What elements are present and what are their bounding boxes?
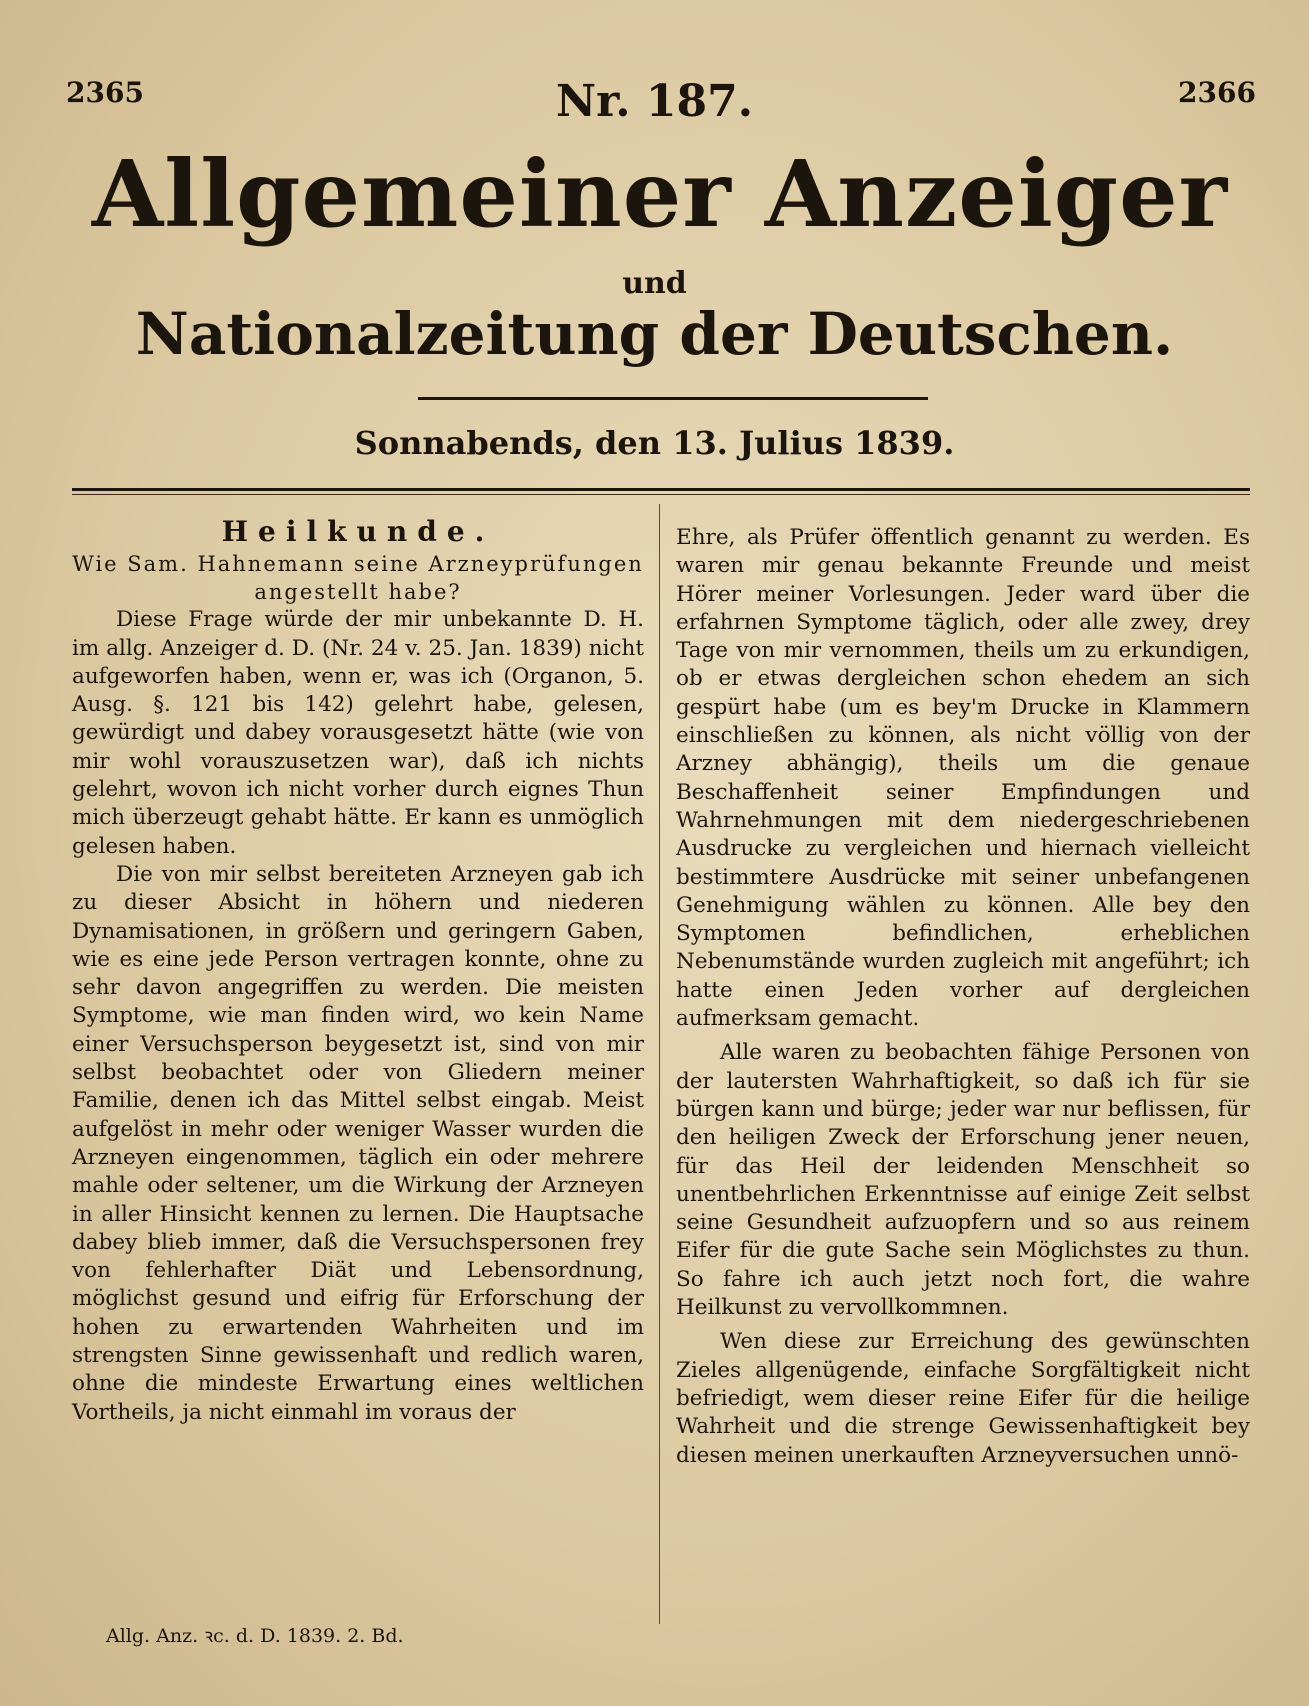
- left-column: [72, 515, 644, 1427]
- masthead-rule: [418, 397, 928, 400]
- section-heading: Heilkunde.: [221, 515, 495, 548]
- header-divider-thin: [72, 494, 1250, 495]
- footer-signature: Allg. Anz. ꝛc. d. D. 1839. 2. Bd.: [106, 1625, 404, 1647]
- article-paragraph: Diese Frage würde der mir unbekannte D. H. im allg. Anzeiger d. D. (Nr. 24 v. 25. Jan. 1839) nicht aufgeworfen haben, wenn er, was ich (Organon, 5. Ausg. §. 121 bis 142) gelehrt habe, gelesen, gewürdigt und dabey vorausgesetzt hätte (wie von mir wohl vorauszusetzen war), daß ich nichts gelehrt, wovon ich nicht vorher durch eignes Thun mich überzeugt gehabt hätte. Er kann es unmöglich gelesen haben.: [72, 607, 644, 859]
- article-question: Wie Sam. Hahnemann seine Arzneyprüfungen angestellt habe?: [72, 552, 644, 605]
- header-divider: [72, 488, 1250, 491]
- page-number-left: 2365: [66, 76, 144, 109]
- masthead-subtitle: Nationalzeitung der Deutschen.: [135, 300, 1174, 368]
- article-paragraph: Ehre, als Prüfer öffentlich genannt zu werden. Es waren mir genau bekannte Freunde und meist Hörer meiner Vorlesungen. Jeder ward über die erfahrnen Symptome täglich, oder alle zwey, drey Tage von mir vernommen, theils um zu erkundigen, ob er etwas dergleichen schon ehedem an sich gespürt habe (um es bey'm Drucke in Klammern einschließen zu können, als nicht völlig von der Arzney abhängig), theils um die genaue Beschaffenheit seiner Empfindungen und Wahrnehmungen mit dem niedergeschriebenen Ausdrucke zu vergleichen und hiernach vielleicht bestimmtere Ausdrücke mit seiner unbefangenen Genehmigung wählen zu können. Alle bey den Symptomen befindlichen, erheblichen Nebenumstände wurden zugleich mit angeführt; ich hatte einen Jeden vorher auf dergleichen aufmerksam gemacht.: [676, 525, 1250, 1032]
- article-paragraph: Wen diese zur Erreichung des gewünschten Zieles allgenügende, einfache Sorgfältigkeit nicht befriedigt, wem dieser reine Eifer für die heilige Wahrheit und die strenge Gewissenhaftigkeit bey diesen meinen unerkauften Arzneyversuchen unnö-: [676, 1329, 1250, 1468]
- page-number-right: 2366: [1178, 76, 1256, 109]
- right-column: [676, 524, 1250, 1470]
- dateline: Sonnabends, den 13. Julius 1839.: [354, 424, 955, 462]
- masthead-title: Allgemeiner Anzeiger: [91, 140, 1229, 248]
- masthead-conjunction: und: [622, 266, 687, 301]
- article-paragraph: Die von mir selbst bereiteten Arzneyen gab ich zu dieser Absicht in höhern und niederen Dynamisationen, in größern und geringern Gaben, wie es eine jede Person vertragen konnte, ohne zu sehr davon angegriffen zu werden. Die meisten Symptome, wie man finden wird, wo kein Name einer Versuchsperson beygesetzt ist, sind von mir selbst beobachtet oder von Gliedern meiner Familie, denen ich das Mittel selbst eingab. Meist aufgelöst in mehr oder weniger Wasser wurden die Arzneyen eingenommen, täglich ein oder mehrere mahle oder seltener, um die Wirkung der Arzneyen in aller Hinsicht kennen zu lernen. Die Hauptsache dabey blieb immer, daß die Versuchspersonen frey von fehlerhafter Diät und Lebensordnung, möglichst gesund und eifrig für Erforschung der hohen zu erwartenden Wahrheiten und im strengsten Sinne gewissenhaft und redlich waren, ohne die mindeste Erwartung eines weltlichen Vortheils, ja nicht einmahl im voraus der: [72, 861, 644, 1425]
- issue-number: Nr. 187.: [555, 76, 754, 127]
- article-paragraph: Alle waren zu beobachten fähige Personen von der lautersten Wahrhaftigkeit, so daß ich für sie bürgen kann und bürge; jeder war nur beflissen, für den heiligen Zweck der Erforschung jener neuen, für das Heil der leidenden Menschheit so unentbehrlichen Erkenntnisse auf einige Zeit selbst seine Gesundheit aufzuopfern und so aus reinem Eifer für die gute Sache sein Möglichstes zu thun. So fahre ich auch jetzt noch fort, die wahre Heilkunst zu vervollkommnen.: [676, 1040, 1250, 1321]
- column-divider: [659, 504, 660, 1624]
